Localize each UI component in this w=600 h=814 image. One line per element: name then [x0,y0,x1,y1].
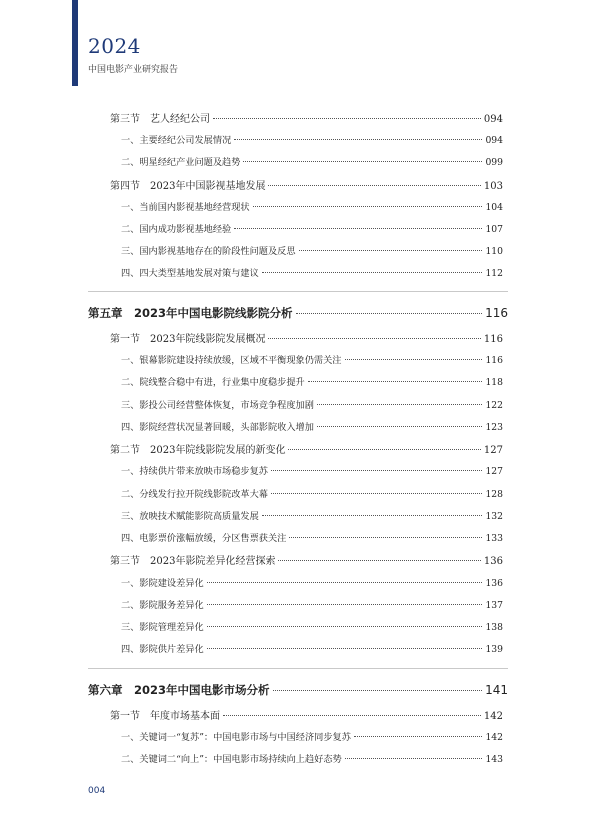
toc-item[interactable]: 二、分线发行拉开院线影院改革大幕 128 [121,489,503,500]
toc-section[interactable]: 第三节 艺人经纪公司 094 [110,114,503,125]
toc-item[interactable]: 一、关键词一“复苏”：中国电影市场与中国经济同步复苏 142 [121,732,503,743]
toc-section[interactable]: 第二节 2023年院线影院发展的新变化 127 [110,445,503,456]
toc-item[interactable]: 三、影院管理差异化 138 [121,622,503,633]
toc-item[interactable]: 四、四大类型基地发展对策与建议 112 [121,268,503,279]
page-number: 004 [88,786,106,796]
toc-section[interactable]: 第四节 2023年中国影视基地发展 103 [110,181,503,192]
toc-item[interactable]: 三、影投公司经营整体恢复，市场竞争程度加剧 122 [121,400,503,411]
toc-item[interactable]: 二、国内成功影视基地经验 107 [121,224,503,235]
toc-chapter[interactable]: 第五章 2023年中国电影院线影院分析 116 [88,306,508,320]
toc-chapter[interactable]: 第六章 2023年中国电影市场分析 141 [88,683,508,697]
report-year: 2024 [88,34,141,58]
chapter-divider [88,668,508,669]
toc-item[interactable]: 二、明星经纪产业问题及趋势 099 [121,157,503,168]
toc-item[interactable]: 一、银幕影院建设持续放缓，区域不平衡现象仍需关注 116 [121,355,503,366]
header-accent-bar [72,0,78,86]
toc-item[interactable]: 二、影院服务差异化 137 [121,600,503,611]
toc-item[interactable]: 三、放映技术赋能影院高质量发展 132 [121,511,503,522]
toc-section[interactable]: 第三节 2023年影院差异化经营探索 136 [110,556,503,567]
toc-item[interactable]: 三、国内影视基地存在的阶段性问题及反思 110 [121,246,503,257]
toc-item[interactable]: 四、影院经营状况显著回暖，头部影院收入增加 123 [121,422,503,433]
toc-section[interactable]: 第一节 2023年院线影院发展概况 116 [110,334,503,345]
toc-item[interactable]: 四、电影票价涨幅放缓，分区售票获关注 133 [121,533,503,544]
report-title: 中国电影产业研究报告 [88,65,179,75]
toc-item[interactable]: 二、关键词二“向上”：中国电影市场持续向上趋好态势 143 [121,754,503,765]
toc-item[interactable]: 二、院线整合稳中有进，行业集中度稳步提升 118 [121,377,503,388]
toc-item[interactable]: 一、当前国内影视基地经营现状 104 [121,202,503,213]
toc-item[interactable]: 一、主要经纪公司发展情况 094 [121,135,503,146]
toc-item[interactable]: 四、影院供片差异化 139 [121,644,503,655]
toc-item[interactable]: 一、影院建设差异化 136 [121,578,503,589]
toc-item[interactable]: 一、持续供片带来放映市场稳步复苏 127 [121,466,503,477]
toc-section[interactable]: 第一节 年度市场基本面 142 [110,711,503,722]
chapter-divider [88,291,508,292]
